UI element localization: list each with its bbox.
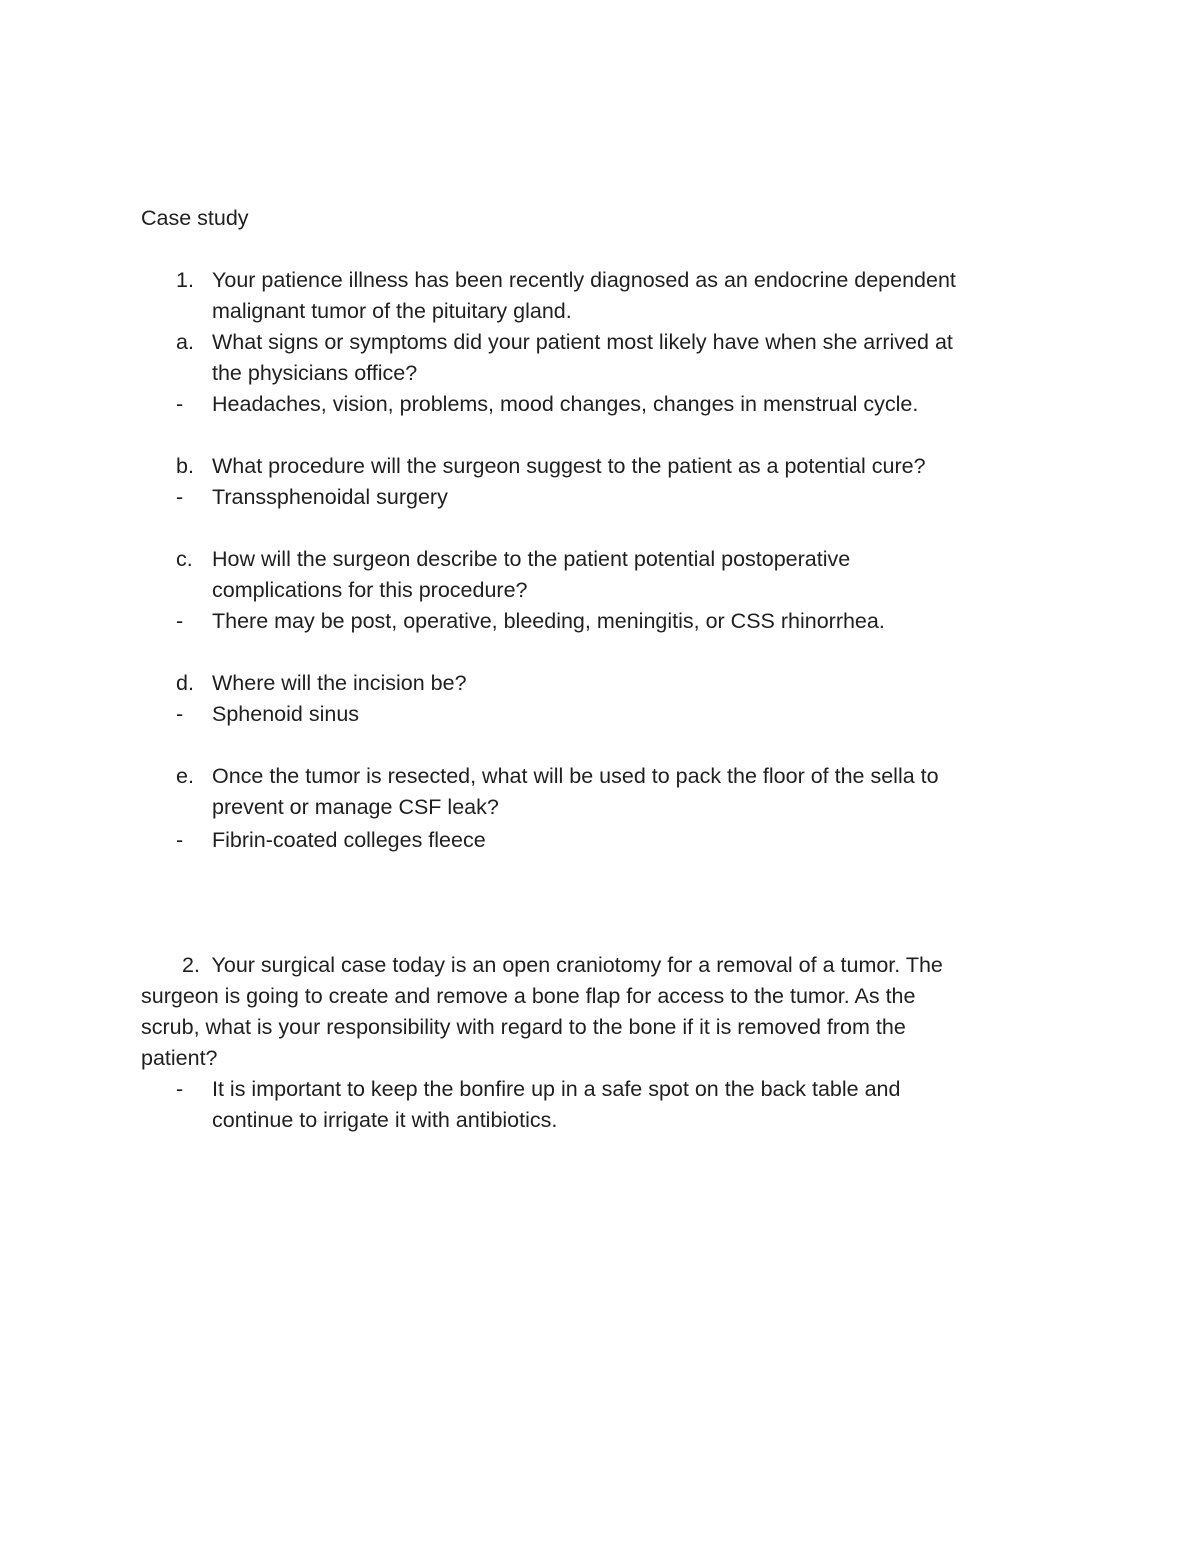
document-title: Case study xyxy=(141,206,249,230)
answer-a-dash: - xyxy=(176,392,184,416)
subquestion-c-line: How will the surgeon describe to the patient potential postoperative xyxy=(212,547,851,571)
question-1-line: Your patience illness has been recently diagnosed as an endocrine dependent xyxy=(212,268,956,292)
question-2-line: patient? xyxy=(141,1046,218,1070)
question-2-line: scrub, what is your responsibility with regard to the bone if it is removed from the xyxy=(141,1015,906,1039)
question-2-number: 2. xyxy=(182,953,200,977)
question-1-line: malignant tumor of the pituitary gland. xyxy=(212,299,572,323)
question-2-line: surgeon is going to create and remove a bone flap for access to the tumor. As the xyxy=(141,984,916,1008)
subquestion-a-letter: a. xyxy=(176,330,194,354)
subquestion-e-line: prevent or manage CSF leak? xyxy=(212,795,499,819)
subquestion-c-letter: c. xyxy=(176,547,193,571)
subquestion-b-letter: b. xyxy=(176,454,194,478)
subquestion-d-line: Where will the incision be? xyxy=(212,671,467,695)
answer-2-line: continue to irrigate it with antibiotics. xyxy=(212,1108,558,1132)
subquestion-a-line: What signs or symptoms did your patient most likely have when she arrived at xyxy=(212,330,953,354)
subquestion-e-line: Once the tumor is resected, what will be used to pack the floor of the sella to xyxy=(212,764,939,788)
answer-d-line: Sphenoid sinus xyxy=(212,702,360,726)
answer-d-dash: - xyxy=(176,702,184,726)
question-2-line: Your surgical case today is an open craniotomy for a removal of a tumor. The xyxy=(211,953,943,977)
question-1-number: 1. xyxy=(176,268,194,292)
answer-b-dash: - xyxy=(176,485,184,509)
answer-e-dash: - xyxy=(176,828,184,852)
answer-c-line: There may be post, operative, bleeding, meningitis, or CSS rhinorrhea. xyxy=(212,609,885,633)
subquestion-d-letter: d. xyxy=(176,671,194,695)
answer-b-line: Transsphenoidal surgery xyxy=(212,485,448,509)
question-2-line-first xyxy=(182,950,943,981)
answer-2-dash: - xyxy=(176,1077,184,1101)
subquestion-e-letter: e. xyxy=(176,764,194,788)
subquestion-b-line: What procedure will the surgeon suggest to the patient as a potential cure? xyxy=(212,454,926,478)
answer-2-line: It is important to keep the bonfire up in a safe spot on the back table and xyxy=(212,1077,901,1101)
answer-e-line: Fibrin-coated colleges fleece xyxy=(212,828,486,852)
subquestion-c-line: complications for this procedure? xyxy=(212,578,528,602)
answer-c-dash: - xyxy=(176,609,184,633)
answer-a-line: Headaches, vision, problems, mood changes, changes in menstrual cycle. xyxy=(212,392,919,416)
subquestion-a-line: the physicians office? xyxy=(212,361,418,385)
